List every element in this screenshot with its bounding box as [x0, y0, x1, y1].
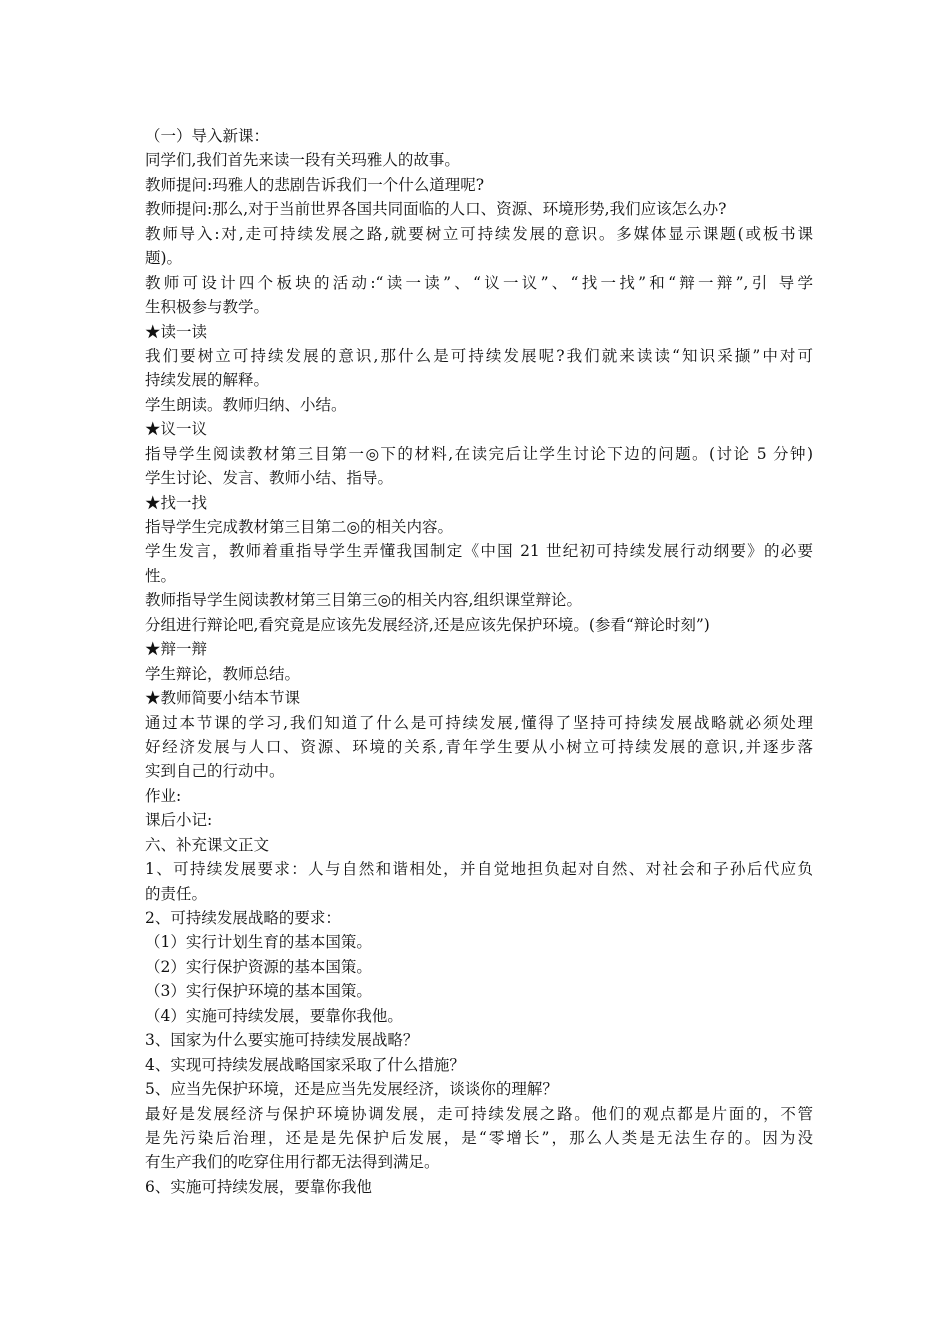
- activity-heading: ★议一议: [145, 420, 208, 439]
- paragraph-line: 学生朗读。教师归纳、小结。: [145, 395, 347, 414]
- paragraph-line: 通过本节课的学习,我们知道了什么是可持续发展,懂得了坚持可持续发展战略就必须处理: [145, 713, 813, 732]
- section-heading: （一）导入新课：: [145, 127, 270, 145]
- paragraph-line: 持续发展的解释。: [145, 371, 270, 390]
- paragraph-line: 有生产我们的吃穿住用行都无法得到满足。: [145, 1153, 440, 1172]
- paragraph-line: 教师指导学生阅读教材第三目第三◎的相关内容,组织课堂辩论。: [145, 591, 582, 610]
- document-body: [145, 124, 813, 1199]
- section-heading: 六、补充课文正文: [145, 835, 270, 854]
- paragraph-line: 学生发言，教师着重指导学生弄懂我国制定《中国 21 世纪初可持续发展行动纲要》的必要: [145, 542, 813, 561]
- activity-heading: ★找一找: [145, 493, 208, 512]
- paragraph-line: 教师可设计四个板块的活动:“读一读”、“议一议”、“找一找”和“辩一辩”,引 导学: [145, 273, 813, 292]
- activity-heading: ★辩一辩: [145, 640, 208, 659]
- paragraph-line: 是先污染后治理，还是是先保护后发展，是“零增长”，那么人类是无法生存的。因为没: [145, 1128, 813, 1147]
- paragraph-line: 性。: [145, 566, 177, 585]
- list-item: 6、实施可持续发展，要靠你我他: [145, 1177, 372, 1196]
- paragraph-line: 教师提问:玛雅人的悲剧告诉我们一个什么道理呢?: [145, 175, 485, 194]
- list-item: 5、应当先保护环境，还是应当先发展经济，谈谈你的理解？: [145, 1080, 558, 1099]
- paragraph-line: 题)。: [145, 249, 183, 268]
- paragraph-line: 实到自己的行动中。: [145, 762, 285, 781]
- paragraph-line: 1、可持续发展要求：人与自然和谐相处，并自觉地担负起对自然、对社会和子孙后代应负: [145, 860, 813, 879]
- list-item: 3、国家为什么要实施可持续发展战略？: [145, 1031, 419, 1050]
- paragraph-line: 生积极参与教学。: [145, 298, 270, 317]
- paragraph-line: 同学们,我们首先来读一段有关玛雅人的故事。: [145, 151, 460, 170]
- list-item: （2）实行保护资源的基本国策。: [145, 957, 372, 976]
- paragraph-line: 学生讨论、发言、教师小结、指导。: [145, 469, 394, 488]
- homework-label: 作业:: [145, 786, 182, 805]
- paragraph-line: 的责任。: [145, 884, 208, 903]
- list-item: 2、可持续发展战略的要求：: [145, 909, 341, 927]
- list-item: 4、实现可持续发展战略国家采取了什么措施？: [145, 1055, 465, 1074]
- paragraph-line: 教师提问:那么,对于当前世界各国共同面临的人口、资源、环境形势,我们应该怎么办?: [145, 200, 727, 219]
- paragraph-line: 学生辩论，教师总结。: [145, 664, 301, 683]
- list-item: （3）实行保护环境的基本国策。: [145, 982, 372, 1001]
- notes-label: 课后小记:: [145, 811, 213, 830]
- paragraph-line: 最好是发展经济与保护环境协调发展，走可持续发展之路。他们的观点都是片面的，不管: [145, 1104, 813, 1123]
- paragraph-line: 好经济发展与人口、资源、环境的关系,青年学生要从小树立可持续发展的意识,并逐步落: [145, 737, 813, 756]
- paragraph-line: 我们要树立可持续发展的意识,那什么是可持续发展呢?我们就来读读“知识采撷”中对可: [145, 346, 813, 365]
- activity-heading: ★教师简要小结本节课: [145, 689, 301, 708]
- paragraph-line: 指导学生完成教材第三目第二◎的相关内容。: [145, 518, 454, 536]
- list-item: （1）实行计划生育的基本国策。: [145, 933, 372, 952]
- list-item: （4）实施可持续发展，要靠你我他。: [145, 1006, 403, 1025]
- paragraph-line: 分组进行辩论吧,看究竟是应该先发展经济,还是应该先保护环境。(参看“辩论时刻”): [145, 615, 710, 634]
- activity-heading: ★读一读: [145, 322, 208, 341]
- paragraph-line: 教师导入:对,走可持续发展之路,就要树立可持续发展的意识。多媒体显示课题(或板书课: [145, 224, 813, 243]
- paragraph-line: 指导学生阅读教材第三目第一◎下的材料,在读完后让学生讨论下边的问题。(讨论 5 分钟): [145, 444, 813, 463]
